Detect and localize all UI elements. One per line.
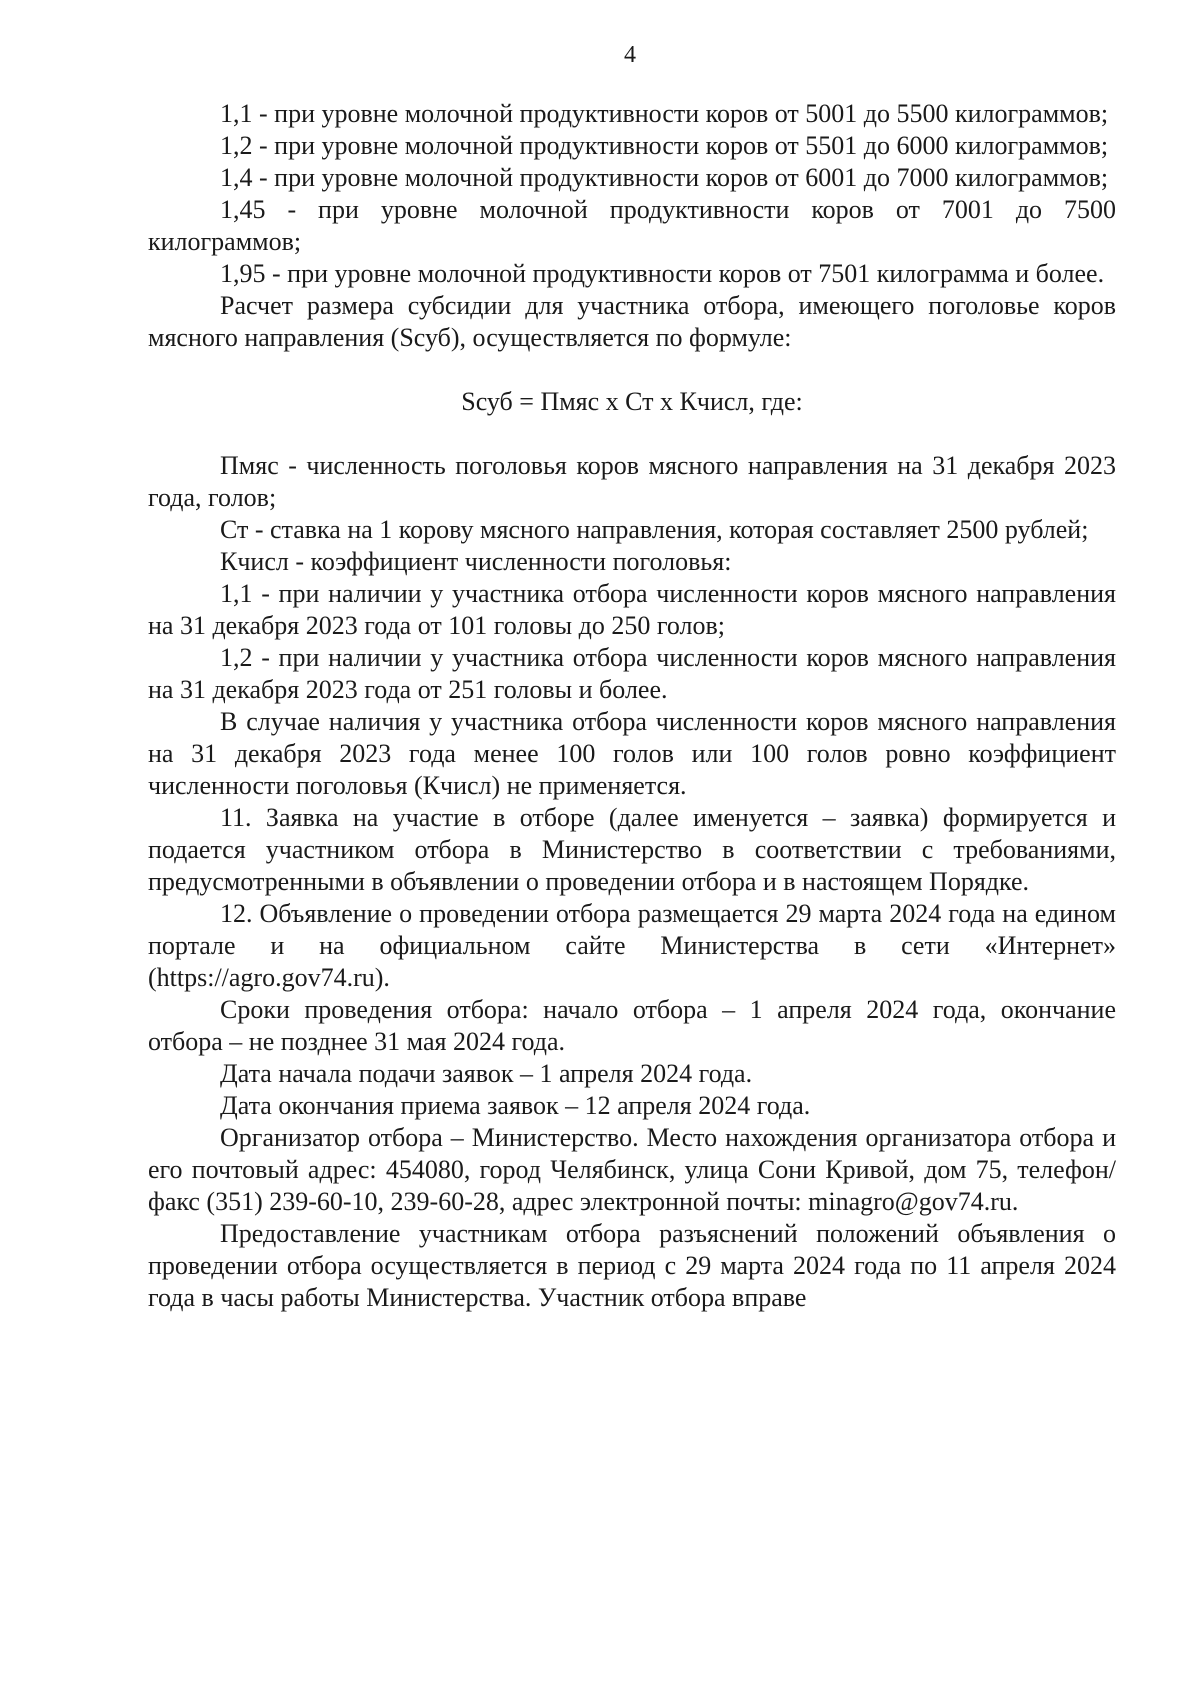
paragraph-clarifications: Предоставление участникам отбора разъяснений положений объявления о проведении отбора осуществляется в период с 29 марта 2024 года по 11 апреля 2024 года в часы работы Министерства. Участник отбора вправе <box>148 1219 1116 1312</box>
paragraph-coef-1-2-herd: 1,2 - при наличии у участника отбора численности коров мясного направления на 31 декабря 2023 года от 251 головы и более. <box>148 643 1116 704</box>
paragraph-subsidy-calc-intro: Расчет размера субсидии для участника отбора, имеющего поголовье коров мясного направления (Sсуб), осуществляется по формуле: <box>148 291 1116 352</box>
paragraph-pmyas-definition: Пмяс - численность поголовья коров мясного направления на 31 декабря 2023 года, голов; <box>148 451 1116 512</box>
paragraph-coef-1-2-milk: 1,2 - при уровне молочной продуктивности коров от 5501 до 6000 килограммов; <box>220 131 1109 160</box>
paragraph-item-12: 12. Объявление о проведении отбора размещается 29 марта 2024 года на едином портале и на официальном сайте Министерства в сети «Интернет» (https://agro.gov74.ru). <box>148 899 1116 992</box>
formula-ssub: Sсуб = Пмяс x Ст x Кчисл, где: <box>461 387 803 416</box>
paragraph-application-start: Дата начала подачи заявок – 1 апреля 2024 года. <box>220 1059 753 1088</box>
paragraph-application-end: Дата окончания приема заявок – 12 апреля 2024 года. <box>220 1091 811 1120</box>
paragraph-coef-1-1-herd: 1,1 - при наличии у участника отбора численности коров мясного направления на 31 декабря 2023 года от 101 головы до 250 голов; <box>148 579 1116 640</box>
paragraph-coef-1-95-milk: 1,95 - при уровне молочной продуктивности коров от 7501 килограмма и более. <box>220 259 1105 288</box>
paragraph-coef-not-applied: В случае наличия у участника отбора численности коров мясного направления на 31 декабря 2023 года менее 100 голов или 100 голов ровно коэффициент численности поголовья (Кчисл) не применяется. <box>148 707 1116 800</box>
paragraph-selection-dates: Сроки проведения отбора: начало отбора – 1 апреля 2024 года, окончание отбора – не позднее 31 мая 2024 года. <box>148 995 1116 1056</box>
paragraph-coef-1-4-milk: 1,4 - при уровне молочной продуктивности коров от 6001 до 7000 килограммов; <box>220 163 1109 192</box>
page-number: 4 <box>624 42 636 68</box>
paragraph-coef-1-1-milk: 1,1 - при уровне молочной продуктивности коров от 5001 до 5500 килограммов; <box>220 99 1109 128</box>
paragraph-kchisl-definition: Кчисл - коэффициент численности поголовья: <box>220 547 732 576</box>
paragraph-st-definition: Ст - ставка на 1 корову мясного направления, которая составляет 2500 рублей; <box>220 515 1089 544</box>
spacer <box>148 418 1116 450</box>
paragraph-organizer: Организатор отбора – Министерство. Место нахождения организатора отбора и его почтовый адрес: 454080, город Челябинск, улица Сони Кривой, дом 75, телефон/факс (351) 239-60-10, 239-60-28, адрес электронной почты: minagro@gov74.ru. <box>148 1123 1116 1216</box>
spacer <box>148 354 1116 386</box>
paragraph-coef-1-45-milk: 1,45 - при уровне молочной продуктивности коров от 7001 до 7500 килограммов; <box>148 195 1116 256</box>
document-body <box>148 98 1116 1314</box>
paragraph-item-11: 11. Заявка на участие в отборе (далее именуется – заявка) формируется и подается участником отбора в Министерство в соответствии с требованиями, предусмотренными в объявлении о проведении отбора и в настоящем Порядке. <box>148 803 1116 896</box>
